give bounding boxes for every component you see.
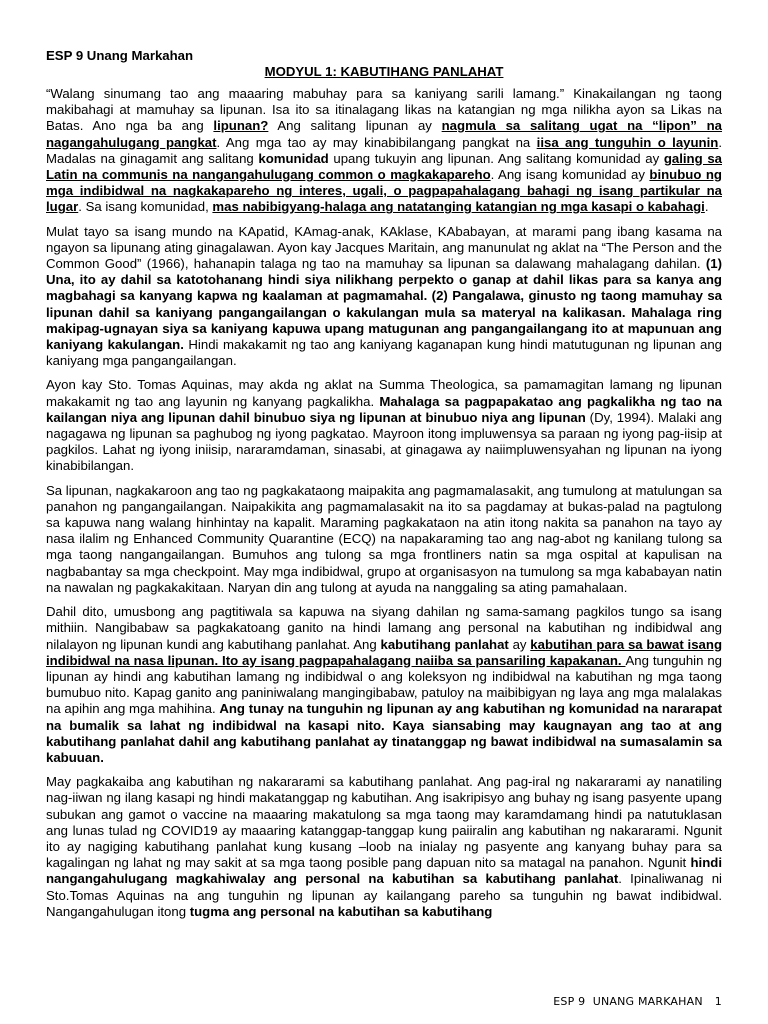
- paragraph-5: Dahil dito, umusbong ang pagtitiwala sa kapuwa na siyang dahilan ng sama-samang pagkilos tungo sa isang mithiin. Nangibabaw sa pagkakatoang ganito na hindi lamang ang personal na kabutihan ng indibidwal ang nilalayon ng lipunan kundi ang kabutihang panlahat. Ang kabutihang panlahat ay kabutihan para sa bawat isang indibidwal na nasa lipunan. Ito ay isang pagpapahalagang naiiba sa pansariling kapakanan. Ang tunguhin ng lipunan ay hindi ang kabutihan lamang ng indibidwal o ang koleksyon ng indibidwal na kabutihan ng mga taong bumubuo nito. Kapag ganito ang paniniwalang mangingibabaw, patuloy na maibibigyan ng laya ang mga malalakas na apihin ang mga mahihina. Ang tunay na tunguhin ng lipunan ay ang kabutihan ng komunidad na nararapat na bumalik sa lahat ng indibidwal na kasapi nito. Kaya siansabing may kaugnayan ang tao at ang kabutihang panlahat dahil ang kabutihang panlahat ay tinatanggap ng bawat indibidwal na sumasalamin sa kabuuan.: [46, 604, 723, 765]
- document-page: [46, 48, 722, 928]
- footer-subject: ESP 9: [553, 995, 586, 1008]
- paragraph-4: Sa lipunan, nagkakaroon ang tao ng pagkakataong maipakita ang pagmamalasakit, ang tumulong at matulungan sa panahon ng pangangailangan. Naipakikita ang pagmamalasakit na ito sa pagdamay at bukas-palad na pagtulong sa kapuwa nang walang hinhintay na kapalit. Maraming pagkakataon na atin itong nakita sa panahon na tayo ay nasa ilalim ng Enhanced Community Quarantine (ECQ) na napakaraming tao ang nag-abot ng kanilang tulong sa mga taong nangangailangan. Bumuhos ang tulong sa mga frontliners natin sa mga ospital at kapulisan na nagbabantay sa mga checkpoint. May mga indibidwal, grupo at organisasyon na tumulong sa mga kababayan natin na nawalan ng pagkakakitaan. Naryan din ang tulong at ayuda na nanggaling sa ating pamahalaan.: [46, 482, 722, 595]
- paragraph-1: “Walang sinumang tao ang maaaring mabuhay para sa kaniyang sarili lamang.” Kinakailangan ng taong makibahagi at mamuhay sa lipunan. Isa ito sa itinalagang likas na katangian ng mga nilikha ayon sa Likas na Batas. Ano nga ba ang lipunan? Ang salitang lipunan ay nagmula sa salitang ugat na “lipon” na nagangahulugang pangkat. Ang mga tao ay may kinabibilangang pangkat na iisa ang tunguhin o layunin. Madalas na ginagamit ang salitang komunidad upang tukuyin ang lipunan. Ang salitang komunidad ay galing sa Latin na communis na nangangahulugang common o magkakapareho. Ang isang komunidad ay binubuo ng mga indibidwal na nagkakapareho ng interes, ugali, o pagpapahalagang bahagi ng isang partikular na lugar. Sa isang komunidad, mas nabibigyang-halaga ang natatanging katangian ng mga kasapi o kabahagi.: [46, 86, 722, 215]
- page-number: 1: [714, 995, 722, 1008]
- page-footer: [553, 995, 722, 1008]
- paragraph-2: Mulat tayo sa isang mundo na KApatid, KAmag-anak, KAklase, KAbabayan, at marami pang ibang kasama na ngayon sa lipunang ating ginagalawan. Ayon kay Jacques Maritain, ang manunulat ng aklat na “The Person and the Common Good” (1966), hahanapin talaga ng tao na mamuhay sa lipunan sa dalawang mahalagang dahilan. (1) Una, ito ay dahil sa katotohanang hindi siya nilikhang perpekto o ganap at dahil likas para sa kanya ang magbahagi sa kanyang kapwa ng kaalaman at pagmamahal. (2) Pangalawa, ginusto ng taong mamuhay sa lipunan dahil sa kaniyang pangangailangan o kakulangan mula sa materyal na kalikasan. Mahalaga ring makipag-ugnayan siya sa kaniyang kapuwa upang matugunan ang pangangailangang ito at mapunuan ang kaniyang kakulangan. Hindi makakamit ng tao ang kaniyang kaganapan kung hindi matutugunan ng lipunan ang kaniyang mga pangangailangan.: [46, 223, 722, 369]
- document-header: ESP 9 Unang Markahan: [46, 48, 194, 63]
- module-title: MODYUL 1: KABUTIHANG PANLAHAT: [264, 64, 504, 79]
- paragraph-6: May pagkakaiba ang kabutihan ng nakararami sa kabutihang panlahat. Ang pag-iral ng nakararami ay nanatiling nag-iiwan ng ilang kasapi ng hindi makatanggap ng kabutihan. Ang isakripisyo ang buhay ng isang pasyente upang subukan ang gamot o vaccine na maaaring makatulong sa mga taong may karamdamang hindi pa natutuklasan ang lunas tulad ng COVID19 ay maaaring katanggap-tanggap kung paiiralin ang kabutihan ng nakararami. Ngunit ito ay nagiging kabutihang panlahat kung kusang –loob na inialay ng pasyente ang kanyang buhay para sa kagalingan ng lahat ng may sakit at sa mga taong posible pang dapuan nito sa matagal na panahon. Ngunit hindi nangangahulugang magkahiwalay ang personal na kabutihan sa kabutihang panlahat. Ipinaliwanag ni Sto.Tomas Aquinas na ang tunguhin ng lipunan ay kailangang pareho sa tunguhin ng bawat indibidwal. Nangangahulugan itong tugma ang personal na kabutihan sa kabutihang: [46, 774, 722, 919]
- paragraph-3: Ayon kay Sto. Tomas Aquinas, may akda ng aklat na Summa Theologica, sa pamamagitan lamang ng lipunan makakamit ng tao ang layunin ng kanyang pagkalikha. Mahalaga sa pagpapakatao ang pagkalikha ng tao na kailangan niya ang lipunan dahil binubuo siya ng lipunan at binubuo niya ang lipunan (Dy, 1994). Malaki ang nagagawa ng lipunan sa paghubog ng iyong pagkatao. Mayroon itong impluwensya sa paraan ng iyong pag-iisip at pagkilos. Lahat ng iyong iniisip, nararamdaman, sinasabi, at ginagawa ay naiimpluwensyahan ng lipunan na iyong kinabibilangan.: [46, 377, 722, 474]
- footer-quarter: UNANG MARKAHAN: [592, 995, 703, 1008]
